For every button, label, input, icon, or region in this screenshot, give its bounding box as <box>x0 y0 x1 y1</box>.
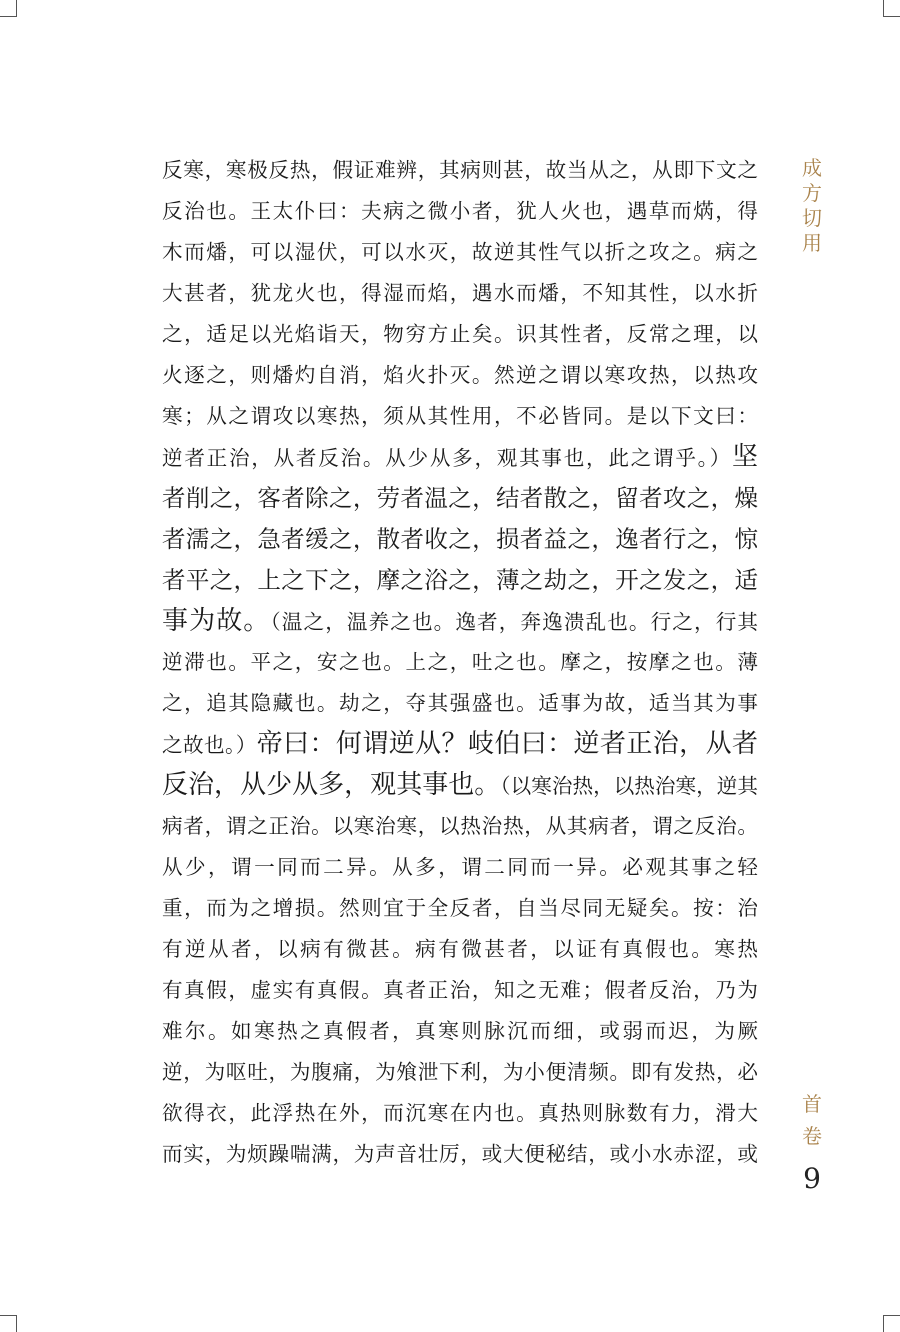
text-line: 难尔。如寒热之真假者，真寒则脉沉而细，或弱而迟，为厥 <box>162 1019 758 1043</box>
classic-text-line: 者平之，上之下之，摩之浴之，薄之劫之，开之发之，适 <box>162 566 758 594</box>
commentary-text: （以寒治热，以热治寒，逆其 <box>500 774 758 798</box>
text-line: 有真假，虚实有真假。真者正治，知之无难；假者反治，乃为 <box>162 978 758 1002</box>
crop-mark-bottom-left <box>0 1315 17 1332</box>
text-line: 火逐之，则燔灼自消，焰火扑灭。然逆之谓以寒攻热，以热攻 <box>162 363 758 387</box>
page-number: 9 <box>803 1162 821 1195</box>
text-line <box>162 601 758 642</box>
classic-text: 事为故。 <box>162 606 271 636</box>
text-line: 大甚者，犹龙火也，得湿而焰，遇水而燔，不知其性，以水折 <box>162 281 758 305</box>
text-line: 有逆从者，以病有微甚。病有微甚者，以证有真假也。寒热 <box>162 937 758 961</box>
text-line: 病者，谓之正治。以寒治寒，以热治热，从其病者，谓之反治。 <box>162 814 758 838</box>
text-line: 逆滞也。平之，安之也。上之，吐之也。摩之，按摩之也。薄 <box>162 650 758 674</box>
text-line: 而实，为烦躁喘满，为声音壮厉，或大便秘结，或小水赤涩，或 <box>162 1142 758 1166</box>
text-line: 重，而为之增损。然则宜于全反者，自当尽同无疑矣。按：治 <box>162 896 758 920</box>
commentary-text: （温之，温养之也。逸者，奔逸溃乱也。行之，行其 <box>270 610 758 634</box>
text-line <box>162 765 758 806</box>
text-line: 寒；从之谓攻以寒热，须从其性用，不必皆同。是以下文曰： <box>162 404 758 428</box>
crop-mark-top-left <box>0 0 17 17</box>
crop-mark-top-right <box>883 0 900 17</box>
classic-text: 反治，从少从多，观其事也。 <box>162 770 501 800</box>
text-line: 从少，谓一同而二异。从多，谓二同而一异。必观其事之轻 <box>162 855 758 879</box>
classic-text: 帝曰：何谓逆从？岐伯曰：逆者正治，从者 <box>256 729 758 759</box>
text-line <box>162 724 758 765</box>
running-footer-section: 首卷 <box>802 1092 822 1148</box>
running-header-book-title: 成方切用 <box>802 156 822 255</box>
text-line: 逆，为呕吐，为腹痛，为飧泄下利，为小便清频。即有发热，必 <box>162 1060 758 1084</box>
classic-text-line: 者濡之，急者缓之，散者收之，损者益之，逸者行之，惊 <box>162 525 758 553</box>
commentary-text: 之故也。） <box>162 733 257 757</box>
classic-text-line: 者削之，客者除之，劳者温之，结者散之，留者攻之，燥 <box>162 484 758 512</box>
crop-mark-bottom-right <box>883 1315 900 1332</box>
text-line: 反寒，寒极反热，假证难辨，其病则甚，故当从之，从即下文之 <box>162 158 758 182</box>
text-line: 之，追其隐藏也。劫之，夺其强盛也。适事为故，适当其为事 <box>162 691 758 715</box>
text-line: 木而燔，可以湿伏，可以水灭，故逆其性气以折之攻之。病之 <box>162 240 758 264</box>
text-line: 反治也。王太仆曰：夫病之微小者，犹人火也，遇草而焫，得 <box>162 199 758 223</box>
commentary-text: 逆者正治，从者反治。从少从多，观其事也，此之谓乎。） <box>162 446 732 470</box>
main-text <box>162 150 758 1175</box>
text-line: 之，适足以光焰诣天，物穷方止矣。识其性者，反常之理，以 <box>162 322 758 346</box>
classic-text: 坚 <box>731 442 758 472</box>
text-line: 欲得衣，此浮热在外，而沉寒在内也。真热则脉数有力，滑大 <box>162 1101 758 1125</box>
text-line <box>162 437 758 478</box>
